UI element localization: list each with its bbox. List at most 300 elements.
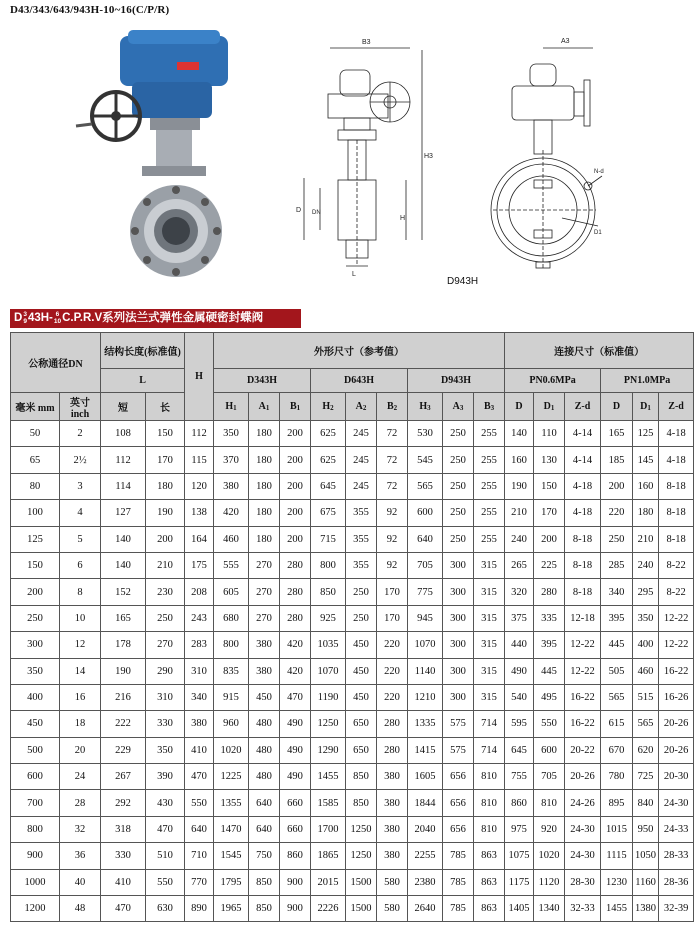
table-cell: 12-18 (565, 605, 601, 631)
table-cell: 250 (443, 500, 474, 526)
valve-photo (72, 26, 242, 282)
table-cell: 127 (101, 500, 146, 526)
table-cell: 40 (60, 869, 101, 895)
table-cell: 1290 (311, 737, 346, 763)
table-cell: 460 (214, 526, 249, 552)
table-cell: 380 (249, 632, 280, 658)
table-cell: 250 (146, 605, 185, 631)
table-cell: 16 (60, 684, 101, 710)
th-long: 长 (146, 393, 185, 421)
table-cell: 320 (505, 579, 534, 605)
table-cell: 160 (505, 447, 534, 473)
table-row (11, 473, 694, 499)
table-cell: 945 (408, 605, 443, 631)
table-cell: 445 (534, 658, 565, 684)
table-cell: 810 (474, 764, 505, 790)
th-d943h: D943H (408, 369, 505, 393)
table-cell: 220 (377, 632, 408, 658)
model-line: D43/343/643/943H-10~16(C/P/R) (10, 4, 170, 16)
table-cell: 925 (311, 605, 346, 631)
table-cell: 565 (601, 684, 633, 710)
table-cell: 310 (146, 684, 185, 710)
table-row (11, 579, 694, 605)
table-row (11, 764, 694, 790)
table-cell: 255 (474, 526, 505, 552)
table-cell: 112 (185, 421, 214, 447)
table-cell: 243 (185, 605, 214, 631)
table-cell: 36 (60, 843, 101, 869)
table-cell: 315 (474, 658, 505, 684)
table-cell: 8 (60, 579, 101, 605)
title-fraction-1: 3 9 (23, 310, 27, 325)
table-cell: 240 (505, 526, 534, 552)
table-cell: 440 (505, 632, 534, 658)
table-cell: 1470 (214, 816, 249, 842)
th-d-10: D (601, 393, 633, 421)
table-cell: 390 (146, 764, 185, 790)
table-cell: 755 (505, 764, 534, 790)
table-cell: 180 (146, 473, 185, 499)
table-cell: 210 (146, 552, 185, 578)
table-row (11, 684, 694, 710)
table-cell: 2040 (408, 816, 443, 842)
table-cell: 140 (101, 552, 146, 578)
table-cell: 495 (534, 684, 565, 710)
table-cell: 208 (185, 579, 214, 605)
table-cell: 714 (474, 711, 505, 737)
table-cell: 1355 (214, 790, 249, 816)
table-cell: 580 (377, 869, 408, 895)
table-cell: 380 (249, 658, 280, 684)
table-cell: 1500 (346, 896, 377, 922)
th-d343h: D343H (214, 369, 311, 393)
table-cell: 229 (101, 737, 146, 763)
table-row (11, 790, 694, 816)
table-cell: 50 (11, 421, 60, 447)
table-cell: 165 (601, 421, 633, 447)
table-cell: 470 (101, 896, 146, 922)
table-row (11, 711, 694, 737)
table-cell: 1605 (408, 764, 443, 790)
th-zd-10: Z-d (659, 393, 694, 421)
table-cell: 10 (60, 605, 101, 631)
table-cell: 800 (11, 816, 60, 842)
table-cell: 200 (280, 473, 311, 499)
table-cell: 860 (280, 843, 311, 869)
table-row (11, 500, 694, 526)
table-cell: 4-14 (565, 421, 601, 447)
table-cell: 24 (60, 764, 101, 790)
table-cell: 8-22 (659, 579, 694, 605)
table-cell: 863 (474, 896, 505, 922)
table-cell: 850 (346, 764, 377, 790)
table-row (11, 447, 694, 473)
table-cell: 595 (505, 711, 534, 737)
table-cell: 270 (249, 552, 280, 578)
table-cell: 1050 (633, 843, 659, 869)
table-cell: 12-22 (565, 632, 601, 658)
table-cell: 280 (377, 737, 408, 763)
table-cell: 300 (443, 632, 474, 658)
table-cell: 1250 (346, 843, 377, 869)
table-cell: 2255 (408, 843, 443, 869)
dim-d: D (296, 207, 302, 214)
table-cell: 705 (534, 764, 565, 790)
table-cell: 28-36 (659, 869, 694, 895)
table-cell: 178 (101, 632, 146, 658)
table-cell: 470 (146, 816, 185, 842)
table-cell: 6 (60, 552, 101, 578)
table-cell: 250 (443, 421, 474, 447)
table-cell: 295 (633, 579, 659, 605)
table-cell: 92 (377, 500, 408, 526)
table-cell: 555 (214, 552, 249, 578)
th-pn10: PN1.0MPa (601, 369, 694, 393)
table-cell: 28 (60, 790, 101, 816)
th-h: H (185, 333, 214, 421)
table-cell: 625 (311, 447, 346, 473)
table-cell: 355 (346, 552, 377, 578)
table-cell: 300 (11, 632, 60, 658)
table-cell: 245 (346, 473, 377, 499)
th-zd-06: Z-d (565, 393, 601, 421)
table-cell: 860 (505, 790, 534, 816)
table-cell: 200 (534, 526, 565, 552)
table-row (11, 632, 694, 658)
table-cell: 900 (280, 896, 311, 922)
table-cell: 115 (185, 447, 214, 473)
table-cell: 283 (185, 632, 214, 658)
table-cell: 16-22 (659, 658, 694, 684)
table-cell: 145 (633, 447, 659, 473)
table-cell: 230 (146, 579, 185, 605)
table-cell: 680 (214, 605, 249, 631)
table-cell: 165 (101, 605, 146, 631)
table-cell: 895 (601, 790, 633, 816)
table-cell: 300 (443, 552, 474, 578)
table-cell: 340 (601, 579, 633, 605)
table-cell: 255 (474, 447, 505, 473)
table-cell: 20-30 (659, 764, 694, 790)
table-cell: 380 (377, 843, 408, 869)
table-cell: 1115 (601, 843, 633, 869)
table-cell: 550 (185, 790, 214, 816)
table-row (11, 869, 694, 895)
table-cell: 810 (474, 816, 505, 842)
table-cell: 180 (633, 500, 659, 526)
table-cell: 350 (146, 737, 185, 763)
table-cell: 8-18 (565, 552, 601, 578)
table-cell: 530 (408, 421, 443, 447)
table-cell: 480 (249, 711, 280, 737)
table-cell: 190 (101, 658, 146, 684)
table-cell: 1120 (534, 869, 565, 895)
table-cell: 170 (146, 447, 185, 473)
table-cell: 160 (633, 473, 659, 499)
th-pn06: PN0.6MPa (505, 369, 601, 393)
table-cell: 220 (377, 658, 408, 684)
table-cell: 850 (249, 896, 280, 922)
table-cell: 300 (443, 684, 474, 710)
table-cell: 775 (408, 579, 443, 605)
table-cell: 32-33 (565, 896, 601, 922)
table-cell: 250 (11, 605, 60, 631)
table-cell: 270 (249, 605, 280, 631)
table-cell: 800 (214, 632, 249, 658)
table-cell: 714 (474, 737, 505, 763)
table-cell: 3 (60, 473, 101, 499)
table-cell: 255 (474, 500, 505, 526)
dim-b3: B3 (362, 39, 371, 46)
table-cell: 450 (346, 684, 377, 710)
table-cell: 1210 (408, 684, 443, 710)
table-cell: 640 (408, 526, 443, 552)
table-cell: 350 (214, 421, 249, 447)
table-cell: 615 (601, 711, 633, 737)
table-cell: 750 (249, 843, 280, 869)
table-cell: 222 (101, 711, 146, 737)
title-suffix: C.P.R.V系列法兰式弹性金属硬密封蝶阀 (62, 312, 264, 324)
table-cell: 510 (146, 843, 185, 869)
table-cell: 850 (346, 790, 377, 816)
table-cell: 8-18 (659, 526, 694, 552)
th-a3: A3 (443, 393, 474, 421)
table-cell: 395 (534, 632, 565, 658)
dim-h3: H3 (424, 153, 433, 160)
table-cell: 1020 (214, 737, 249, 763)
table-cell: 975 (505, 816, 534, 842)
table-cell: 445 (601, 632, 633, 658)
table-cell: 625 (311, 421, 346, 447)
table-cell: 1380 (633, 896, 659, 922)
table-cell: 650 (346, 737, 377, 763)
table-cell: 180 (249, 421, 280, 447)
table-cell: 24-26 (565, 790, 601, 816)
table-cell: 850 (249, 869, 280, 895)
table-cell: 640 (185, 816, 214, 842)
table-cell: 8-18 (659, 473, 694, 499)
table-cell: 1015 (601, 816, 633, 842)
table-cell: 108 (101, 421, 146, 447)
table-cell: 1070 (311, 658, 346, 684)
table-cell: 180 (249, 473, 280, 499)
table-cell: 705 (408, 552, 443, 578)
table-cell: 430 (146, 790, 185, 816)
table-cell: 785 (443, 896, 474, 922)
table-cell: 780 (601, 764, 633, 790)
table-cell: 16-22 (565, 711, 601, 737)
table-cell: 645 (505, 737, 534, 763)
table-cell: 24-33 (659, 816, 694, 842)
table-cell: 150 (146, 421, 185, 447)
table-cell: 200 (280, 500, 311, 526)
dim-h: H (400, 215, 406, 222)
table-cell: 450 (249, 684, 280, 710)
table-cell: 490 (505, 658, 534, 684)
table-cell: 250 (346, 605, 377, 631)
table-cell: 1075 (505, 843, 534, 869)
table-row (11, 737, 694, 763)
table-cell: 600 (408, 500, 443, 526)
table-cell: 225 (534, 552, 565, 578)
table-cell: 700 (11, 790, 60, 816)
table-cell: 640 (249, 790, 280, 816)
table-cell: 72 (377, 421, 408, 447)
table-cell: 8-18 (659, 500, 694, 526)
table-cell: 670 (601, 737, 633, 763)
table-cell: 16-22 (565, 684, 601, 710)
table-cell: 180 (249, 526, 280, 552)
table-row (11, 816, 694, 842)
table-cell: 120 (185, 473, 214, 499)
table-cell: 550 (146, 869, 185, 895)
table-cell: 28-30 (565, 869, 601, 895)
table-cell: 150 (11, 552, 60, 578)
th-d-06: D (505, 393, 534, 421)
table-cell: 20 (60, 737, 101, 763)
dim-d1: D1 (594, 230, 602, 236)
th-nominal-dn: 公称通径DN (11, 333, 101, 393)
table-cell: 12-22 (659, 632, 694, 658)
table-cell: 810 (534, 790, 565, 816)
table-cell: 4 (60, 500, 101, 526)
dim-l: L (352, 271, 356, 278)
table-cell: 190 (146, 500, 185, 526)
table-cell: 380 (377, 816, 408, 842)
table-cell: 2 (60, 421, 101, 447)
table-cell: 112 (101, 447, 146, 473)
table-cell: 450 (346, 632, 377, 658)
th-d643h: D643H (311, 369, 408, 393)
table-cell: 72 (377, 473, 408, 499)
table-cell: 1000 (11, 869, 60, 895)
table-cell: 500 (11, 737, 60, 763)
table-cell: 330 (101, 843, 146, 869)
table-cell: 2015 (311, 869, 346, 895)
table-cell: 480 (249, 764, 280, 790)
table-cell: 1415 (408, 737, 443, 763)
th-a1: A1 (249, 393, 280, 421)
table-cell: 380 (377, 790, 408, 816)
table-cell: 490 (280, 711, 311, 737)
table-cell: 200 (146, 526, 185, 552)
th-d1-06: D1 (534, 393, 565, 421)
table-cell: 480 (249, 737, 280, 763)
table-cell: 605 (214, 579, 249, 605)
table-cell: 350 (633, 605, 659, 631)
table-cell: 505 (601, 658, 633, 684)
table-cell: 785 (443, 843, 474, 869)
th-b2: B2 (377, 393, 408, 421)
table-cell: 460 (633, 658, 659, 684)
table-cell: 420 (280, 658, 311, 684)
table-cell: 1405 (505, 896, 534, 922)
table-cell: 114 (101, 473, 146, 499)
table-cell: 1700 (311, 816, 346, 842)
title-fraction-2: 6 10 (53, 310, 62, 325)
table-cell: 250 (601, 526, 633, 552)
table-cell: 255 (474, 473, 505, 499)
table-cell: 340 (185, 684, 214, 710)
table-cell: 2380 (408, 869, 443, 895)
table-cell: 675 (311, 500, 346, 526)
table-cell: 1455 (311, 764, 346, 790)
table-cell: 1020 (534, 843, 565, 869)
table-row (11, 896, 694, 922)
table-cell: 1865 (311, 843, 346, 869)
table-cell: 280 (280, 579, 311, 605)
table-cell: 400 (633, 632, 659, 658)
table-cell: 1175 (505, 869, 534, 895)
table-cell: 24-30 (565, 843, 601, 869)
table-cell: 245 (346, 421, 377, 447)
table-cell: 32 (60, 816, 101, 842)
th-short: 短 (101, 393, 146, 421)
table-cell: 550 (534, 711, 565, 737)
table-cell: 410 (185, 737, 214, 763)
table-cell: 490 (280, 737, 311, 763)
table-cell: 660 (280, 790, 311, 816)
table-cell: 200 (280, 526, 311, 552)
th-d1-10: D1 (633, 393, 659, 421)
table-cell: 140 (101, 526, 146, 552)
th-a2: A2 (346, 393, 377, 421)
table-cell: 850 (311, 579, 346, 605)
table-cell: 180 (249, 500, 280, 526)
table-cell: 575 (443, 711, 474, 737)
table-cell: 72 (377, 447, 408, 473)
table-cell: 1140 (408, 658, 443, 684)
table-cell: 315 (474, 684, 505, 710)
table-cell: 110 (534, 421, 565, 447)
table-cell: 515 (633, 684, 659, 710)
table-cell: 335 (534, 605, 565, 631)
table-cell: 395 (601, 605, 633, 631)
table-cell: 640 (249, 816, 280, 842)
spec-table-body (11, 421, 694, 922)
table-cell: 1585 (311, 790, 346, 816)
table-row (11, 605, 694, 631)
table-cell: 12-22 (565, 658, 601, 684)
table-cell: 92 (377, 552, 408, 578)
table-cell: 4-14 (565, 447, 601, 473)
table-cell: 12 (60, 632, 101, 658)
table-cell: 270 (146, 632, 185, 658)
table-cell: 130 (534, 447, 565, 473)
table-cell: 265 (505, 552, 534, 578)
th-h2: H2 (311, 393, 346, 421)
table-cell: 138 (185, 500, 214, 526)
table-cell: 630 (146, 896, 185, 922)
table-cell: 315 (474, 605, 505, 631)
th-h3: H3 (408, 393, 443, 421)
table-cell: 16-26 (659, 684, 694, 710)
side-view-drawing (290, 30, 440, 280)
table-cell: 220 (377, 684, 408, 710)
title-mid: 43H- (27, 312, 53, 324)
table-cell: 4-18 (659, 421, 694, 447)
table-cell: 5 (60, 526, 101, 552)
table-cell: 170 (377, 605, 408, 631)
table-cell: 20-26 (659, 737, 694, 763)
table-cell: 1190 (311, 684, 346, 710)
table-cell: 300 (443, 658, 474, 684)
table-cell: 840 (633, 790, 659, 816)
table-cell: 32-39 (659, 896, 694, 922)
table-cell: 710 (185, 843, 214, 869)
table-cell: 20-26 (659, 711, 694, 737)
table-cell: 1455 (601, 896, 633, 922)
